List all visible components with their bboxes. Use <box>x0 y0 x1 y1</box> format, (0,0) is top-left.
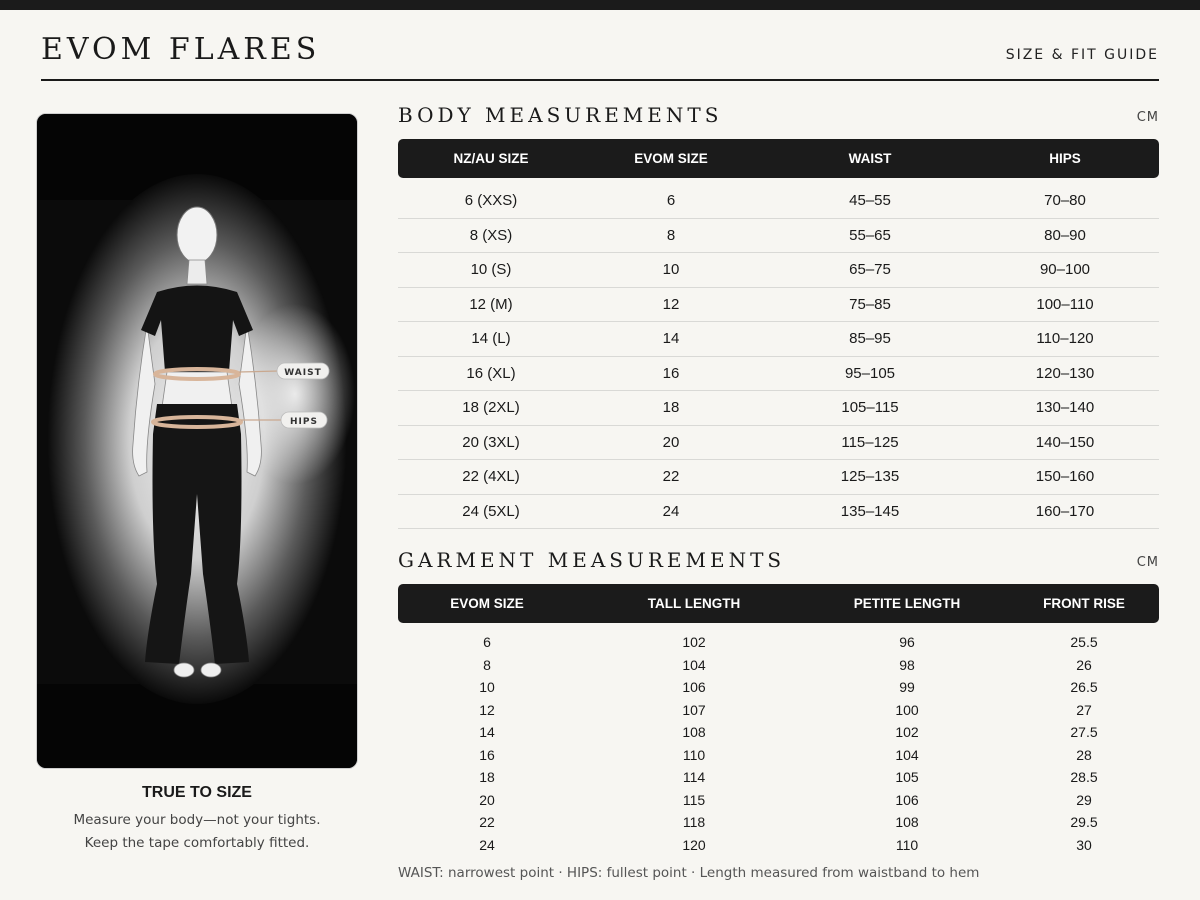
cell-tall-length: 115 <box>682 791 706 808</box>
cell-hips: 120–130 <box>1035 364 1095 382</box>
cell-nzau-size: 12 (M) <box>469 295 513 313</box>
garment-table-header <box>398 584 1159 623</box>
cell-evom-size: 8 <box>666 226 676 244</box>
cell-evom-size: 10 <box>662 261 680 278</box>
cell-front-rise: 27 <box>1076 701 1092 718</box>
cell-evom-size: 20 <box>662 433 680 451</box>
cell-hips: 140–150 <box>1035 433 1095 451</box>
cell-petite-length: 106 <box>895 791 919 808</box>
cell-waist: 125–135 <box>840 468 900 485</box>
cell-petite-length: 104 <box>895 746 919 763</box>
hips-label: HIPS <box>290 417 318 427</box>
table-row <box>398 460 1159 495</box>
cell-evom-size: 20 <box>479 791 495 808</box>
cell-front-rise: 28 <box>1076 746 1092 763</box>
cell-petite-length: 100 <box>895 701 919 718</box>
cell-petite-length: 98 <box>899 656 915 673</box>
cell-front-rise: 29.5 <box>1070 814 1098 830</box>
cell-hips: 160–170 <box>1035 502 1095 520</box>
cell-hips: 70–80 <box>1044 192 1086 209</box>
table-row <box>398 811 1159 834</box>
fit-title: TRUE TO SIZE <box>142 784 252 801</box>
table-row <box>398 426 1159 461</box>
cell-nzau-size: 14 (L) <box>471 330 511 347</box>
cell-waist: 85–95 <box>849 330 891 347</box>
table-row <box>398 834 1159 857</box>
body-table <box>398 184 1159 529</box>
table-row <box>398 288 1159 323</box>
cell-waist: 65–75 <box>849 261 891 278</box>
cell-petite-length: 108 <box>895 814 919 830</box>
cell-evom-size: 24 <box>662 502 680 520</box>
cell-front-rise: 25.5 <box>1070 634 1098 650</box>
cell-evom-size: 18 <box>479 769 495 785</box>
top-bar <box>0 0 1200 10</box>
cell-tall-length: 102 <box>682 634 706 650</box>
brand-title: EVOM FLARES <box>41 32 321 67</box>
cell-evom-size: 14 <box>662 330 680 347</box>
cell-waist: 115–125 <box>841 433 899 451</box>
table-row <box>398 744 1159 767</box>
header-front-rise: FRONT RISE <box>1043 596 1125 611</box>
body-measurements-title: BODY MEASUREMENTS <box>398 103 723 127</box>
cell-nzau-size: 8 (XS) <box>469 226 513 244</box>
cell-front-rise: 28.5 <box>1070 769 1098 785</box>
cell-nzau-size: 6 (XXS) <box>464 192 518 209</box>
cell-petite-length: 99 <box>899 679 915 695</box>
cell-evom-size: 16 <box>662 364 680 382</box>
cell-evom-size: 10 <box>479 679 495 695</box>
header-petite-length: PETITE LENGTH <box>853 596 961 611</box>
cell-waist: 75–85 <box>849 295 891 313</box>
cell-nzau-size: 16 (XL) <box>466 364 516 382</box>
table-row <box>398 789 1159 812</box>
header-nzau-size: NZ/AU SIZE <box>453 151 529 166</box>
body-table-header <box>398 139 1159 178</box>
cell-evom-size: 14 <box>479 724 495 740</box>
table-row <box>398 699 1159 722</box>
header-evom-size: EVOM SIZE <box>450 596 524 611</box>
table-row <box>398 253 1159 288</box>
garment-table <box>398 631 1159 856</box>
cell-evom-size: 12 <box>479 701 495 718</box>
header-evom-size: EVOM SIZE <box>634 151 708 166</box>
body-unit: CM <box>1136 110 1159 125</box>
cell-nzau-size: 18 (2XL) <box>462 399 520 416</box>
table-row <box>398 219 1159 254</box>
cell-waist: 95–105 <box>844 364 896 382</box>
cell-waist: 105–115 <box>841 399 899 416</box>
cell-evom-size: 6 <box>666 192 676 209</box>
fit-line-1: Measure your body—not your tights. <box>73 812 321 828</box>
cell-nzau-size: 20 (3XL) <box>462 433 520 451</box>
cell-hips: 100–110 <box>1036 295 1094 313</box>
cell-hips: 130–140 <box>1035 399 1095 416</box>
cell-waist: 135–145 <box>840 502 900 520</box>
cell-evom-size: 22 <box>662 468 680 485</box>
cell-evom-size: 8 <box>483 656 491 673</box>
cell-tall-length: 114 <box>682 769 706 785</box>
cell-evom-size: 16 <box>479 746 495 763</box>
guide-label: SIZE & FIT GUIDE <box>1005 47 1159 63</box>
cell-tall-length: 118 <box>682 814 706 830</box>
table-row <box>398 654 1159 677</box>
table-row <box>398 357 1159 392</box>
cell-waist: 45–55 <box>849 192 891 209</box>
figure-illustration <box>36 113 358 769</box>
fit-line-2: Keep the tape comfortably fitted. <box>84 835 310 851</box>
header-hips: HIPS <box>1049 151 1081 166</box>
cell-nzau-size: 24 (5XL) <box>462 502 520 520</box>
table-row <box>398 322 1159 357</box>
cell-front-rise: 30 <box>1076 836 1092 853</box>
cell-front-rise: 26 <box>1076 656 1092 673</box>
header-waist: WAIST <box>848 151 892 166</box>
cell-petite-length: 110 <box>895 836 919 853</box>
cell-hips: 80–90 <box>1044 226 1086 244</box>
cell-hips: 90–100 <box>1039 261 1091 278</box>
garment-measurements-title: GARMENT MEASUREMENTS <box>398 548 786 572</box>
header-tall-length: TALL LENGTH <box>647 596 741 611</box>
cell-petite-length: 102 <box>895 724 919 740</box>
garment-unit: CM <box>1136 555 1159 570</box>
cell-tall-length: 106 <box>682 679 706 695</box>
cell-hips: 150–160 <box>1035 468 1095 485</box>
cell-front-rise: 29 <box>1076 791 1092 808</box>
cell-hips: 110–120 <box>1036 330 1094 347</box>
cell-front-rise: 26.5 <box>1070 679 1098 695</box>
table-row <box>398 631 1159 654</box>
table-row <box>398 721 1159 744</box>
cell-tall-length: 107 <box>682 701 706 718</box>
cell-petite-length: 96 <box>899 634 915 650</box>
cell-front-rise: 27.5 <box>1070 724 1098 740</box>
table-row <box>398 495 1159 530</box>
cell-tall-length: 110 <box>682 746 706 763</box>
cell-evom-size: 22 <box>479 814 495 830</box>
table-row <box>398 766 1159 789</box>
table-row <box>398 391 1159 426</box>
waist-label: WAIST <box>284 368 322 378</box>
table-row <box>398 676 1159 699</box>
cell-waist: 55–65 <box>849 226 891 244</box>
cell-evom-size: 6 <box>483 634 491 650</box>
cell-nzau-size: 10 (S) <box>470 261 512 278</box>
header-divider <box>41 79 1159 81</box>
table-row <box>398 184 1159 219</box>
footnote: WAIST: narrowest point · HIPS: fullest point · Length measured from waistband to hem <box>398 865 980 881</box>
cell-tall-length: 120 <box>682 836 706 853</box>
cell-evom-size: 18 <box>662 399 680 416</box>
cell-nzau-size: 22 (4XL) <box>462 468 520 485</box>
cell-tall-length: 108 <box>682 724 706 740</box>
cell-tall-length: 104 <box>682 656 706 673</box>
cell-evom-size: 24 <box>479 836 495 853</box>
cell-evom-size: 12 <box>662 295 680 313</box>
cell-petite-length: 105 <box>895 769 919 785</box>
